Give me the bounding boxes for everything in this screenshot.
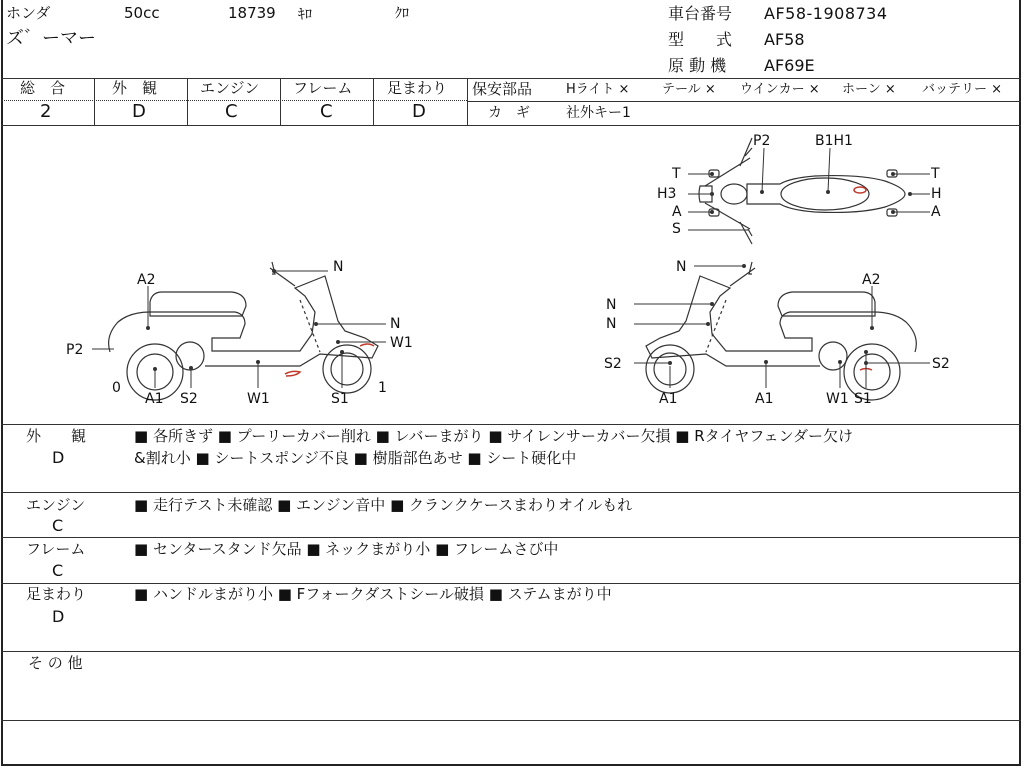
exterior-label: 外 観 bbox=[112, 79, 158, 97]
diagram-label: S bbox=[672, 221, 681, 237]
diagram-label: A bbox=[931, 204, 941, 220]
diagram-label: A1 bbox=[755, 391, 774, 407]
detail-frame-label: フレーム bbox=[26, 540, 86, 558]
frame-grade: C bbox=[320, 101, 333, 122]
diagram-label: S2 bbox=[604, 356, 622, 372]
diagram-label: T bbox=[931, 166, 940, 182]
suspension-label: 足まわり bbox=[387, 79, 448, 97]
divider bbox=[94, 78, 95, 125]
diagram-label: P2 bbox=[753, 133, 771, 149]
diagram-label: H3 bbox=[657, 186, 677, 202]
diagram-label: S2 bbox=[180, 391, 198, 407]
divider bbox=[467, 101, 1021, 102]
maker: ホンダ bbox=[6, 4, 51, 22]
diagram-label: A2 bbox=[137, 272, 156, 288]
divider bbox=[1, 424, 1021, 425]
detail-frame-text: ■ センタースタンド欠品 ■ ネックまがり小 ■ フレームさび中 bbox=[134, 540, 559, 558]
color: ｸﾛ bbox=[395, 6, 409, 22]
damage-marks bbox=[285, 187, 872, 376]
diagram-label: N bbox=[390, 316, 401, 332]
safety-item: ホーン × bbox=[842, 82, 896, 97]
exterior-grade: D bbox=[132, 101, 146, 122]
diagram-label: S1 bbox=[331, 391, 349, 407]
key-value: 社外キー1 bbox=[566, 105, 631, 121]
detail-exterior-text-2: &割れ小 ■ シートスポンジ不良 ■ 樹脂部色あせ ■ シート硬化中 bbox=[134, 449, 577, 467]
model-name: ズ゛ーマー bbox=[6, 28, 96, 49]
diagram-label: W1 bbox=[826, 391, 849, 407]
detail-exterior-label: 外 観 bbox=[26, 427, 87, 445]
damage-mark bbox=[285, 371, 300, 376]
divider bbox=[1, 583, 1021, 584]
diagram-label: S1 bbox=[854, 391, 872, 407]
diagram-label: A2 bbox=[862, 272, 881, 288]
safety-item: Hライト × bbox=[566, 82, 630, 97]
safety-item: バッテリー × bbox=[922, 82, 1003, 97]
mileage: 18739 bbox=[228, 4, 276, 22]
diagram-label: H bbox=[931, 186, 942, 202]
diagram-label: B1H1 bbox=[815, 133, 853, 149]
detail-suspension-text: ■ ハンドルまがり小 ■ Fフォークダストシール破損 ■ ステムまがり中 bbox=[134, 585, 612, 603]
divider bbox=[1, 720, 1021, 721]
divider bbox=[1, 537, 1021, 538]
detail-suspension-label: 足まわり bbox=[26, 585, 87, 603]
diagram-label: A1 bbox=[659, 391, 678, 407]
chassis-value: AF58-1908734 bbox=[764, 4, 888, 23]
detail-engine-grade: C bbox=[52, 516, 64, 535]
diagram-label: P2 bbox=[66, 342, 84, 358]
safety-label: 保安部品 bbox=[472, 80, 533, 98]
diagram-label: N bbox=[333, 259, 344, 275]
divider bbox=[1, 492, 1021, 493]
diagram-label: N bbox=[606, 297, 617, 313]
overall-grade: 2 bbox=[40, 101, 52, 122]
suspension-grade: D bbox=[412, 101, 426, 122]
detail-other-label: そ の 他 bbox=[28, 654, 83, 672]
displacement: 50cc bbox=[124, 4, 160, 22]
diagram-label: 0 bbox=[112, 380, 121, 396]
leader-lines bbox=[92, 148, 930, 388]
engine-grade: C bbox=[225, 101, 238, 122]
type-value: AF58 bbox=[764, 30, 805, 49]
chassis-label: 車台番号 bbox=[668, 4, 733, 23]
detail-exterior-text: ■ 各所きず ■ プーリーカバー削れ ■ レバーまがり ■ サイレンサーカバー欠損 ■ Rタイヤフェンダー欠け bbox=[134, 427, 854, 445]
detail-exterior-grade: D bbox=[52, 448, 65, 467]
overall-label: 総 合 bbox=[20, 79, 66, 97]
diagram-label: W1 bbox=[247, 391, 270, 407]
damage-mark bbox=[854, 187, 866, 193]
key-label: カ ギ bbox=[488, 105, 530, 121]
safety-item: ウインカー × bbox=[740, 82, 820, 97]
divider bbox=[373, 78, 374, 125]
frame-label: フレーム bbox=[293, 79, 353, 97]
engine-model-value: AF69E bbox=[764, 56, 815, 75]
type-label: 型 式 bbox=[668, 30, 733, 49]
detail-engine-label: エンジン bbox=[26, 496, 86, 514]
top-view-scooter bbox=[699, 138, 905, 244]
engine-label: エンジン bbox=[200, 79, 260, 97]
diagram-label: S2 bbox=[932, 356, 950, 372]
safety-item: テール × bbox=[662, 82, 716, 97]
diagram-label: A bbox=[672, 204, 682, 220]
engine-model-label: 原 動 機 bbox=[668, 56, 727, 75]
diagram-label: W1 bbox=[390, 335, 413, 351]
divider bbox=[467, 78, 468, 125]
divider bbox=[187, 78, 188, 125]
damage-mark bbox=[360, 344, 374, 346]
divider bbox=[1, 651, 1021, 652]
detail-engine-text: ■ 走行テスト未確認 ■ エンジン音中 ■ クランクケースまわりオイルもれ bbox=[134, 496, 633, 514]
diagram-label: 1 bbox=[378, 380, 387, 396]
diagram-label: A1 bbox=[145, 391, 164, 407]
diagram-label: T bbox=[672, 166, 681, 182]
divider bbox=[280, 78, 281, 125]
diagram-label: N bbox=[676, 259, 687, 275]
mileage-unit: ｷﾛ bbox=[298, 7, 312, 23]
diagram-label: N bbox=[606, 316, 617, 332]
detail-suspension-grade: D bbox=[52, 607, 65, 626]
detail-frame-grade: C bbox=[52, 561, 64, 580]
